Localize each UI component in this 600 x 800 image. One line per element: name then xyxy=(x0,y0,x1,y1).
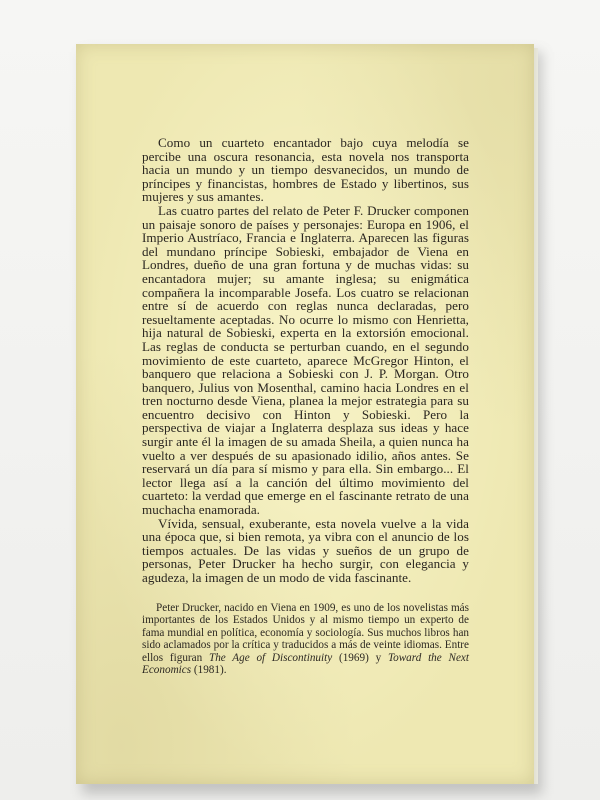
book-title-toward-next-economics: Toward the Next Economics xyxy=(142,651,470,677)
book-title-year-2: (1981). xyxy=(191,664,227,677)
synopsis-paragraph-2: Las cuatro partes del relato de Peter F. Drucker componen un paisaje sonoro de países y personajes: Europa en 1906, el Imperio Austríaco, Francia e Inglaterra. Aparecen las figuras del mundano príncipe Sobieski, embajador de Viena en Londres, dueño de una gran fortuna y de muchas vidas: su encantadora mujer; su amante inglesa; su enigmática compañera la incomparable Josefa. Los cuatro se relacionan entre sí de acuerdo con reglas nunca declaradas, pero resueltamente aceptadas. No ocurre lo mismo con Henrietta, hija natural de Sobieski, experta en la extorsión emocional. Las reglas de conducta se perturban cuando, en el segundo movimiento de este cuarteto, aparece McGregor Hinton, el banquero que relaciona a Sobieski con J. P. Morgan. Otro banquero, Julius von Mosenthal, camino hacia Londres en el tren nocturno desde Viena, planea la mejor estrategia para su encuentro decisivo con Hinton y Sobieski. Pero la perspectiva de viajar a Inglaterra desplaza sus ideas y hace surgir ante él la imagen de su amada Sheila, a quien nunca ha vuelto a ver después de su apasionado idilio, años antes. Se reservará un día para sí mismo y para ella. Sin embargo... El lector llega así a la canción del último movimiento del cuarteto: la verdad que emerge en el fascinante retrato de una muchacha enamorada. xyxy=(142,202,469,518)
author-bio xyxy=(142,602,469,676)
book-title-year-1: (1969) y xyxy=(332,651,388,664)
synopsis-text xyxy=(142,136,469,585)
author-bio-paragraph xyxy=(142,602,469,676)
book-title-age-of-discontinuity: The Age of Discontinuity xyxy=(208,651,333,664)
author-bio-text: Peter Drucker, nacido en Viena en 1909, es uno de los novelistas más importantes de los Estados Unidos y al mismo tiempo un experto de fama mundial en política, economía y sociología. Sus muchos libros han sido aclamados por la crítica y traducidos a más de veinte idiomas. Entre ellos figuran xyxy=(142,602,469,664)
book-back-cover xyxy=(76,44,534,784)
synopsis-paragraph-3: Vívida, sensual, exuberante, esta novela vuelve a la vida una época que, si bien remota, ya vibra con el anuncio de los tiempos actuales. De las vidas y sueños de un grupo de personas, Peter Drucker ha hecho surgir, con elegancia y agudeza, la imagen de un modo de vida fascinante. xyxy=(142,515,469,585)
synopsis-paragraph-1: Como un cuarteto encantador bajo cuya melodía se percibe una oscura resonancia, esta novela nos transporta hacia un mundo y un tiempo desvanecidos, un mundo de príncipes y financistas, hombres de Estado y libertinos, sus mujeres y sus amantes. xyxy=(142,135,469,205)
